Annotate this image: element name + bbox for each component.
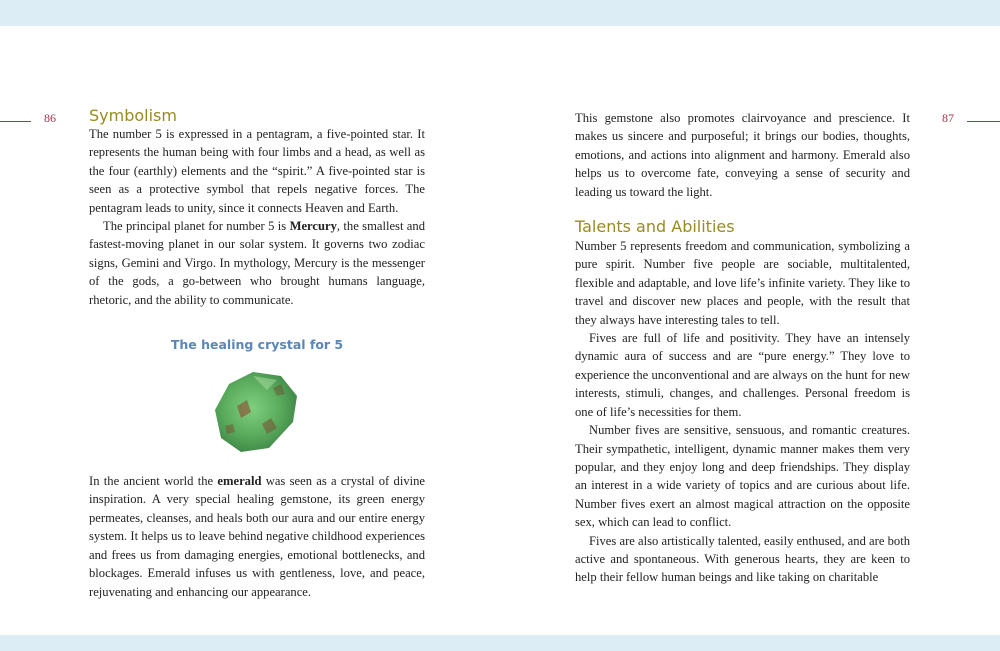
paragraph-sensitive: Number fives are sensitive, sensuous, and romantic creatures. Their sympathetic, intelligent, dynamic manner makes them very popular, and they enjoy long and deep friendships. They display an interest in a wide variety of topics and are curious about life. Number fives exert an almost magical attraction on the opposite sex, which can lead to conflict. xyxy=(575,423,910,530)
bold-term-mercury: Mercury xyxy=(289,219,337,234)
section-heading-symbolism: Symbolism xyxy=(89,106,177,125)
paragraph-pentagram: The number 5 is expressed in a pentagram, a five-pointed star. It represents the human being with four limbs and a head, as well as the four (earthly) elements and the “spirit.” A five-pointed star is seen as a protective symbol that repels negative forces. The pentagram leads to unity, since it connects Heaven and Earth. xyxy=(89,127,425,215)
paragraph-text: The principal planet for number 5 is xyxy=(103,219,290,234)
paragraph-positivity: Fives are full of life and positivity. They have an intensely dynamic aura of success and are “pure energy.” They love to experience the unconventional and are always on the hunt for new interests, stimuli, changes, and challenges. Personal freedom is one of life’s necessities for them. xyxy=(575,331,910,419)
paragraph-mercury xyxy=(89,217,425,309)
crystal-caption: The healing crystal for 5 xyxy=(170,337,344,353)
bottom-band xyxy=(0,635,1000,651)
left-page-number: 86 xyxy=(44,111,56,125)
paragraph-clairvoyance: This gemstone also promotes clairvoyance and prescience. It makes us sincere and purposeful; it brings our bodies, thoughts, emotions, and actions into alignment and harmony. Emerald also helps us to overcome fate, conveying a sense of security and leading us toward the light. xyxy=(575,111,910,199)
top-band xyxy=(0,0,1000,26)
bold-term-emerald: emerald xyxy=(217,474,262,489)
emerald-crystal-image xyxy=(207,366,307,456)
paragraph-text: was seen as a crystal of divine inspiration. A very special healing gemstone, its green energy permeates, cleanses, and heals both our aura and our entire energy system. It helps us to leave behind negative childhood experiences and frees us from damaging energies, emotional bottlenecks, and blockages. Emerald infuses us with gentleness, love, and peace, rejuvenating and enhancing our appearance. xyxy=(89,474,426,599)
right-page-number: 87 xyxy=(942,111,954,125)
paragraph-emerald xyxy=(89,472,425,601)
left-page xyxy=(89,107,425,601)
right-page xyxy=(575,109,910,587)
paragraph-artistic: Fives are also artistically talented, easily enthused, and are both active and spontaneous. With generous hearts, they are keen to help their fellow human beings and like taking on charitable xyxy=(575,533,910,585)
paragraph-freedom: Number 5 represents freedom and communication, symbolizing a pure spirit. Number five people are sociable, multitalented, flexible and adaptable, and love life’s infinite variety. They like to travel and discover new places and people, with the result that they always have interesting tales to tell. xyxy=(575,239,910,327)
paragraph-text: In the ancient world the xyxy=(89,474,218,489)
section-heading-talents: Talents and Abilities xyxy=(575,217,735,237)
right-page-rule xyxy=(967,121,1000,122)
left-page-rule xyxy=(0,121,31,122)
paragraph-text: , the smallest and fastest-moving planet in our solar system. It governs two zodiac signs, Gemini and Virgo. In mythology, Mercury is the messenger of the gods, a go-between who brought humans language, rhetoric, and the ability to communicate. xyxy=(89,219,425,307)
